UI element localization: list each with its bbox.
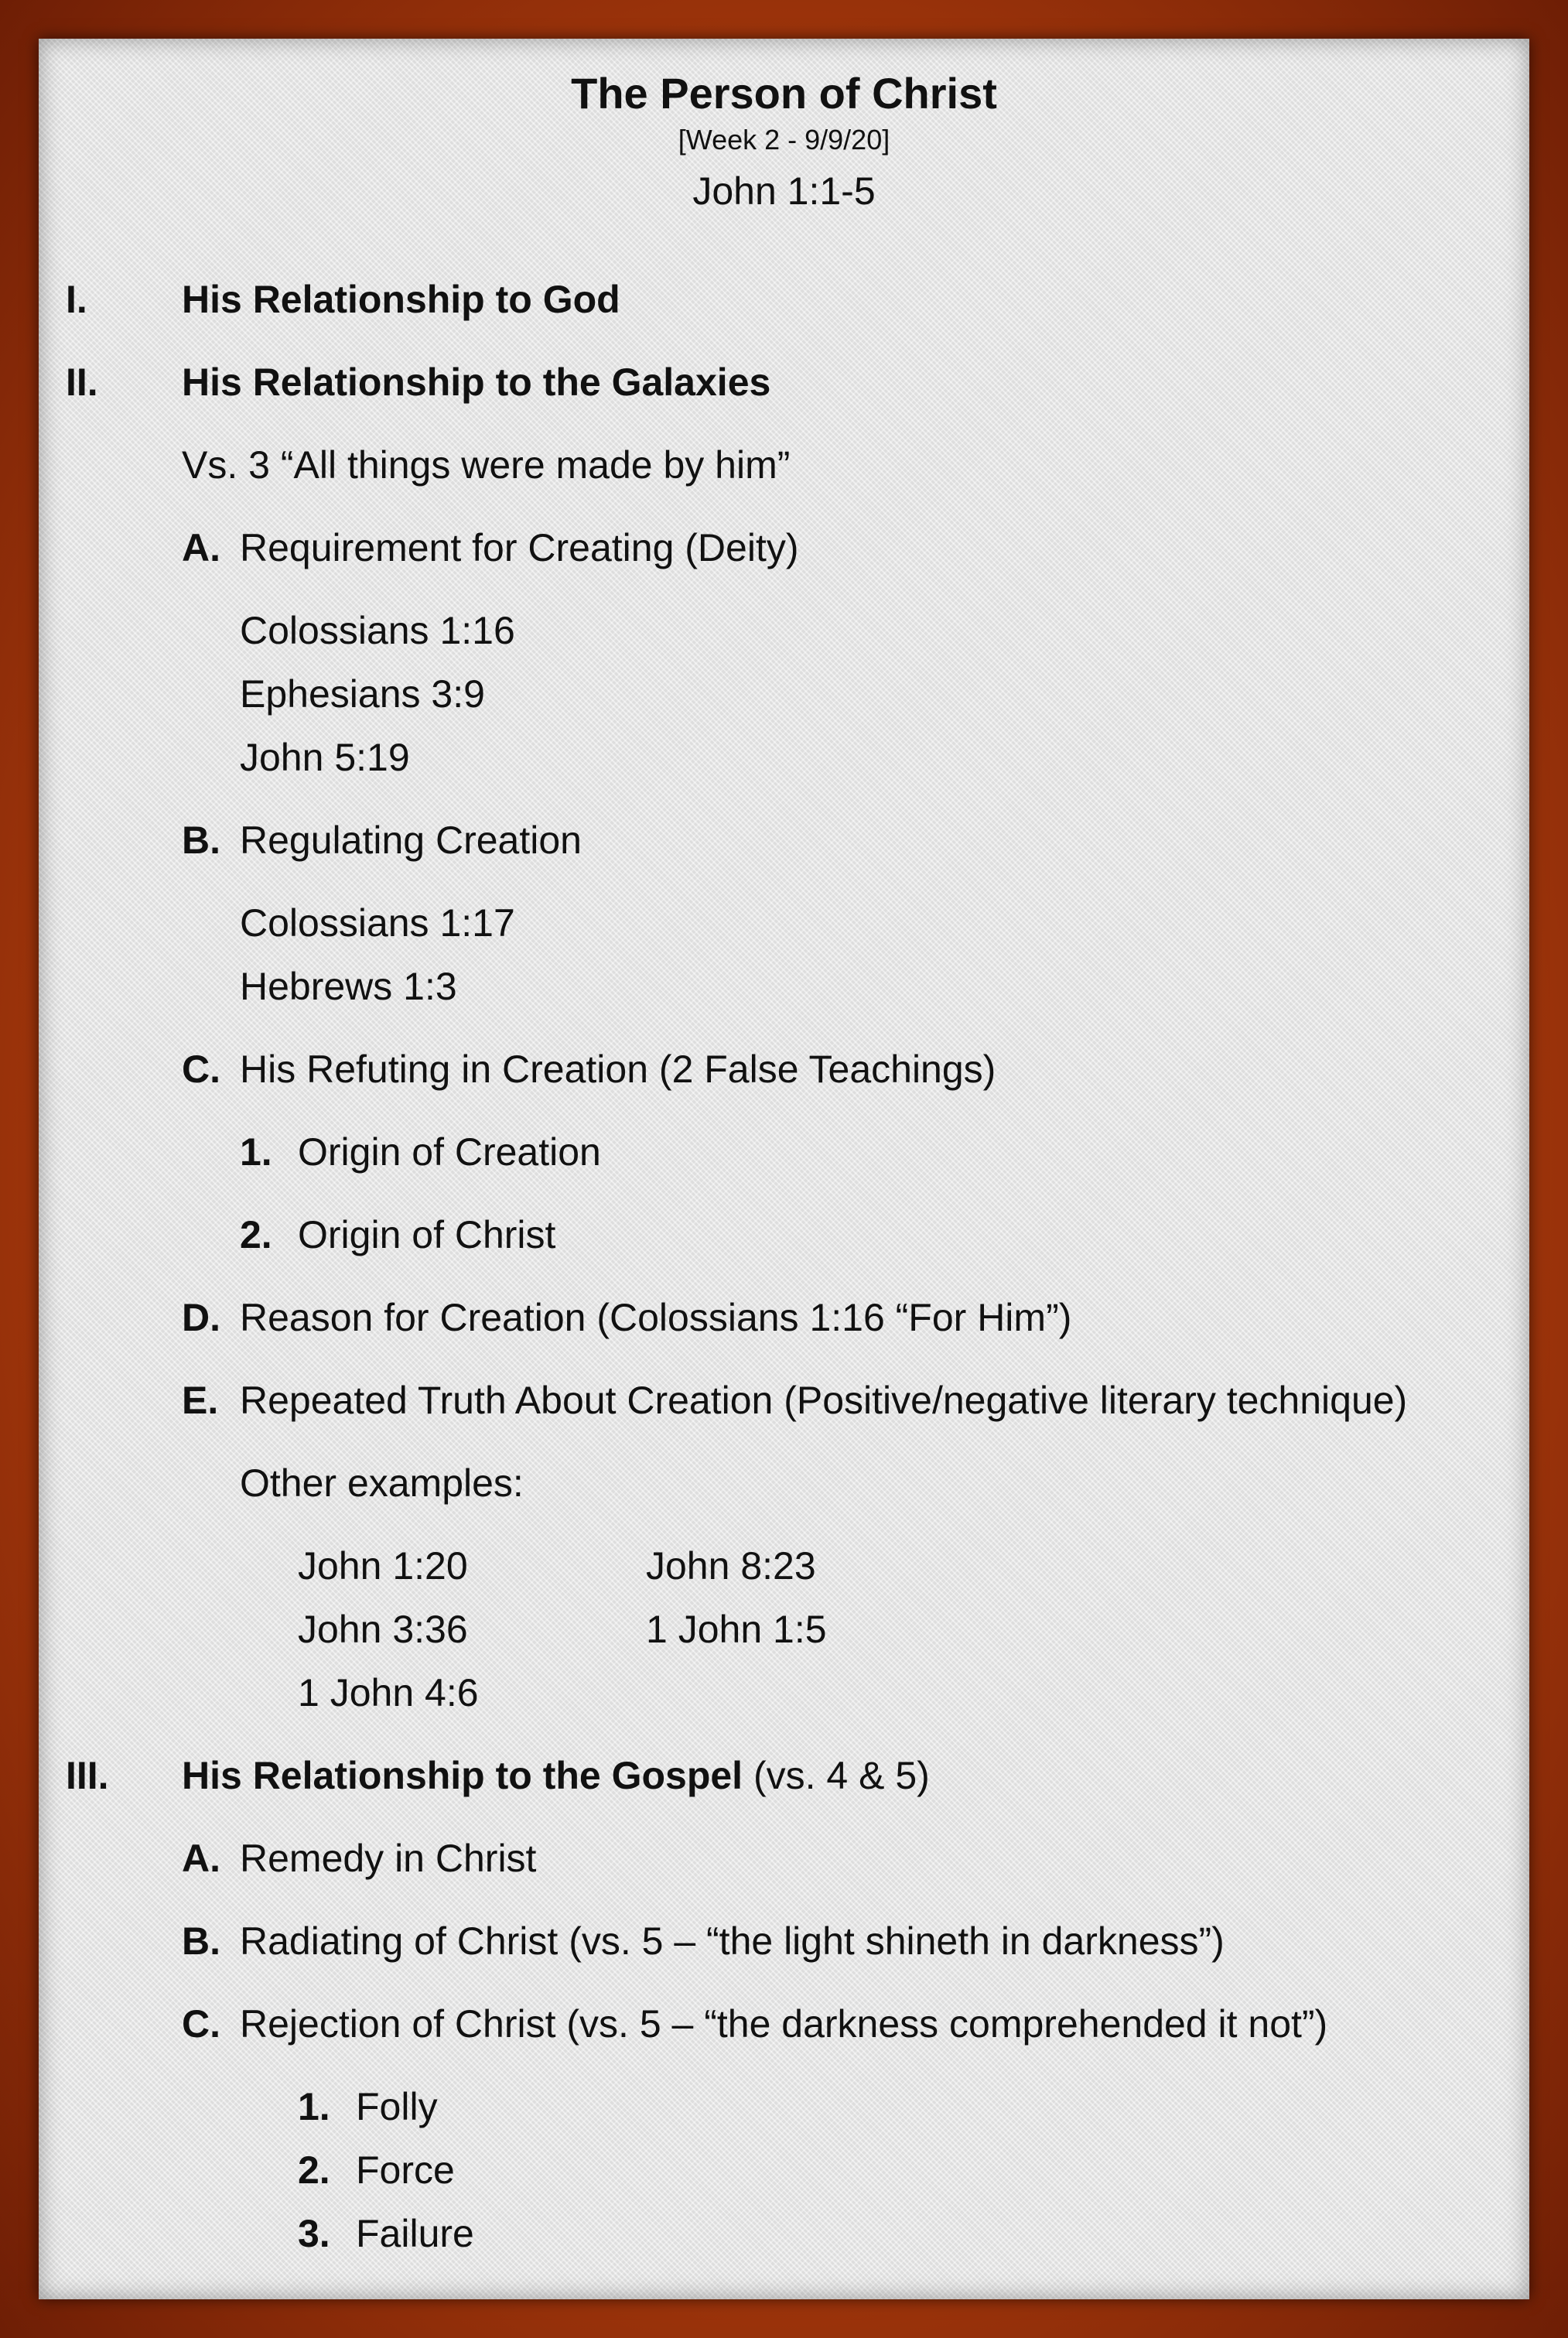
scripture-reference: Ephesians 3:9 [240, 672, 485, 716]
document-page [39, 39, 1529, 2299]
section-2a-text: Requirement for Creating (Deity) [240, 526, 799, 569]
example-reference: 1 John 4:6 [298, 1671, 479, 1714]
section-2b-text: Regulating Creation [240, 819, 582, 862]
section-3a-letter: A. [182, 1837, 220, 1880]
list-item: Folly [356, 2085, 438, 2128]
scripture-passage: John 1:1-5 [692, 169, 876, 213]
list-item-number: 3. [298, 2212, 330, 2255]
section-2c-letter: C. [182, 1048, 220, 1091]
section-2-title: His Relationship to the Galaxies [182, 361, 771, 404]
section-1-title: His Relationship to God [182, 278, 620, 321]
document-title: The Person of Christ [571, 69, 997, 118]
section-3c-letter: C. [182, 2002, 220, 2046]
list-item: Failure [356, 2212, 474, 2255]
scripture-reference: Colossians 1:16 [240, 609, 515, 652]
scripture-reference: Hebrews 1:3 [240, 965, 457, 1008]
scripture-reference: Colossians 1:17 [240, 901, 515, 945]
section-1-numeral: I. [66, 278, 87, 321]
list-item-number: 2. [240, 1213, 272, 1256]
example-reference: John 3:36 [298, 1608, 468, 1651]
scripture-reference: John 5:19 [240, 736, 410, 779]
list-item: Origin of Christ [298, 1213, 556, 1256]
section-3c-text: Rejection of Christ (vs. 5 – “the darkness comprehended it not”) [240, 2002, 1328, 2046]
section-3b-text: Radiating of Christ (vs. 5 – “the light shineth in darkness”) [240, 1919, 1225, 1963]
list-item: Force [356, 2148, 455, 2192]
section-3-verse-note: (vs. 4 & 5) [743, 1754, 930, 1797]
section-3-heading [182, 1756, 930, 1795]
other-examples-label: Other examples: [240, 1461, 524, 1505]
list-item: Origin of Creation [298, 1130, 601, 1174]
section-2-numeral: II. [66, 361, 98, 404]
section-2-verse: Vs. 3 “All things were made by him” [182, 443, 791, 487]
example-reference: John 8:23 [646, 1544, 816, 1588]
section-3-title: His Relationship to the Gospel [182, 1754, 743, 1797]
example-reference: John 1:20 [298, 1544, 468, 1588]
list-item-number: 1. [240, 1130, 272, 1174]
example-reference: 1 John 1:5 [646, 1608, 827, 1651]
section-2d-letter: D. [182, 1296, 220, 1339]
list-item-number: 1. [298, 2085, 330, 2128]
week-date: [Week 2 - 9/9/20] [678, 124, 890, 156]
list-item-number: 2. [298, 2148, 330, 2192]
section-2d-text: Reason for Creation (Colossians 1:16 “For Him”) [240, 1296, 1072, 1339]
section-2e-text: Repeated Truth About Creation (Positive/negative literary technique) [240, 1379, 1408, 1422]
section-3b-letter: B. [182, 1919, 220, 1963]
section-2c-text: His Refuting in Creation (2 False Teachings) [240, 1048, 996, 1091]
section-3a-text: Remedy in Christ [240, 1837, 537, 1880]
section-2b-letter: B. [182, 819, 220, 862]
section-2e-letter: E. [182, 1379, 219, 1422]
section-2a-letter: A. [182, 526, 220, 569]
section-3-numeral: III. [66, 1754, 109, 1797]
